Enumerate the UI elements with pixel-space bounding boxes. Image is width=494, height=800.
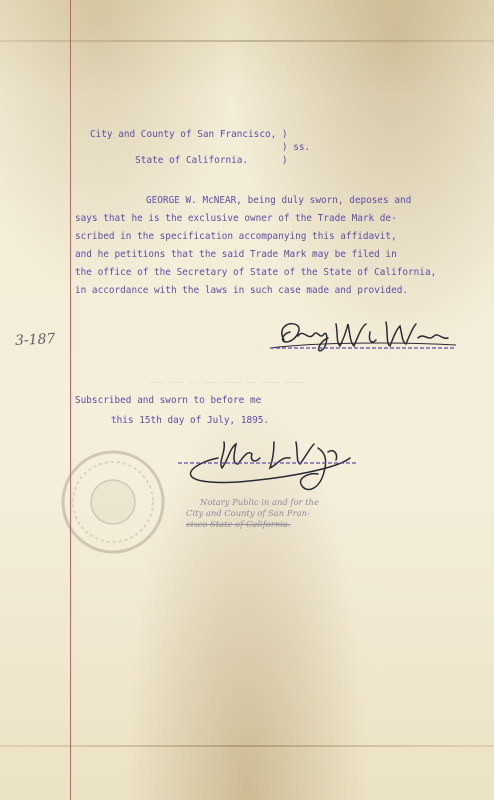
affidavit-line: the office of the Secretary of State of the State of California, (75, 267, 437, 278)
affidavit-line: scribed in the specification accompanying this affidavit, (75, 231, 397, 242)
jurat-line-1: Subscribed and sworn to before me (75, 395, 262, 406)
margin-note: 3-187 (14, 330, 56, 350)
paper-fold (0, 40, 494, 42)
notary-signature (178, 428, 368, 498)
paper-fold (0, 745, 494, 747)
affidavit-document: ~~~ ~~~ ~~ ~~~ ~~~~ ~~ ~~~~ ~~~~ City and County of San Francisco, ) ) ss. State of California. ) GEORGE W. McNEAR, being duly sworn, deposes and says that he is the exclusive owner of the Trade Mark de- scribed in the specification accompanying this affidavit, and he petitions that the said Trade Mark may be filed in the office of the Secretary of State of the State of California, in accordance with the laws in such case made and provided. Subscribed and sworn to before me this 15th day of July, 1895. Notary Public in and for the City and County of San Fran- cisco State of California. 3-187 (0, 0, 494, 800)
affidavit-line: in accordance with the laws in such case made and provided. (75, 285, 409, 296)
notary-stamp-line-1: Notary Public in and for the (200, 497, 319, 507)
affidavit-line: says that he is the exclusive owner of the Trade Mark de- (75, 213, 397, 224)
venue-line-county: City and County of San Francisco, ) (90, 129, 288, 140)
affidavit-line: GEORGE W. McNEAR, being duly sworn, deposes and (146, 195, 412, 206)
venue-line-ss: ) ss. (90, 142, 311, 153)
notary-seal-emboss (58, 447, 168, 557)
jurat-line-2: this 15th day of July, 1895. (111, 415, 270, 426)
affiant-signature (258, 312, 463, 358)
affidavit-line: and he petitions that the said Trade Mark may be filed in (75, 249, 397, 260)
notary-stamp-line-3: cisco State of California. (186, 519, 291, 529)
notary-stamp-line-2: City and County of San Fran- (186, 508, 310, 518)
margin-rule (70, 0, 71, 800)
venue-line-state: State of California. ) (90, 155, 288, 166)
